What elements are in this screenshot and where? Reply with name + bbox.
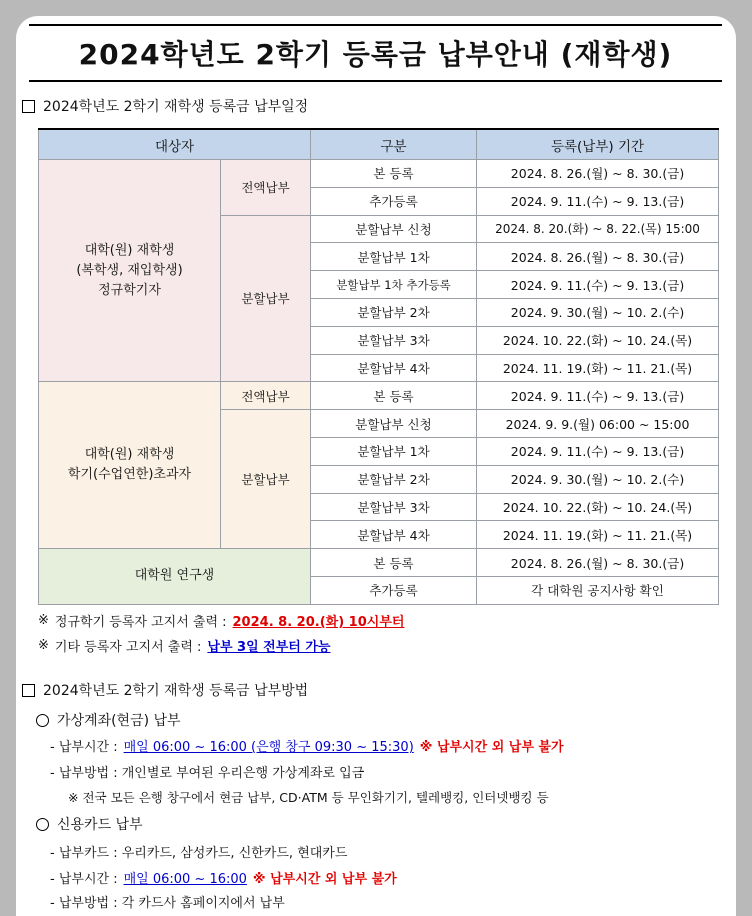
period-cell: 2024. 9. 30.(월) ~ 10. 2.(수) [477,298,719,326]
item-cell: 본 등록 [311,382,477,410]
notice-sheet [16,16,736,916]
column-header: 구분 [311,129,477,160]
type-cell: 전액납부 [221,382,311,410]
section-method-heading: 2024학년도 2학기 재학생 등록금 납부방법 [22,680,308,700]
method-virtual-account: 가상계좌(현금) 납부 [36,710,181,730]
page-title: 2024학년도 2학기 등록금 납부안내 (재학생) [78,38,673,71]
item-cell: 분할납부 2차 [311,298,477,326]
va-time-line: - 납부시간 : 매일 06:00 ~ 16:00 (은행 창구 09:30 ~ 15:30) ※ 납부시간 외 납부 불가 [50,740,564,755]
item-cell: 분할납부 신청 [311,410,477,438]
item-cell: 분할납부 3차 [311,493,477,521]
period-cell: 2024. 9. 11.(수) ~ 9. 13.(금) [477,271,719,299]
va-method-note: ※ 전국 모든 은행 창구에서 현금 납부, CD·ATM 등 무인화기기, 텔레뱅킹, 인터넷뱅킹 등 [68,790,549,805]
period-cell: 2024. 10. 22.(화) ~ 10. 24.(목) [477,493,719,521]
item-cell: 분할납부 3차 [311,326,477,354]
item-cell: 분할납부 1차 [311,437,477,465]
item-cell: 분할납부 신청 [311,215,477,243]
card-list-line: - 납부카드 : 우리카드, 삼성카드, 신한카드, 현대카드 [50,846,348,861]
section-schedule-heading: 2024학년도 2학기 재학생 등록금 납부일정 [22,96,308,116]
va-method-line: - 납부방법 : 개인별로 부여된 우리은행 가상계좌로 입금 [50,766,365,781]
table-row [39,549,719,577]
period-cell: 각 대학원 공지사항 확인 [477,576,719,604]
card-time-line: - 납부시간 : 매일 06:00 ~ 16:00 ※ 납부시간 외 납부 불가 [50,872,397,887]
period-cell: 2024. 11. 19.(화) ~ 11. 21.(목) [477,521,719,549]
type-cell: 분할납부 [221,410,311,549]
period-cell: 2024. 9. 9.(월) 06:00 ~ 15:00 [477,410,719,438]
target-cell: 대학(원) 재학생 학기(수업연한)초과자 [39,382,221,549]
item-cell: 본 등록 [311,549,477,577]
bill-period-highlight: 납부 3일 전부터 가능 [207,640,331,655]
period-cell: 2024. 8. 26.(월) ~ 8. 30.(금) [477,243,719,271]
column-header: 등록(납부) 기간 [477,129,719,160]
card-method-line: - 납부방법 : 각 카드사 홈페이지에서 납부 [50,896,285,911]
item-cell: 분할납부 1차 [311,243,477,271]
item-cell: 본 등록 [311,160,477,188]
period-cell: 2024. 11. 19.(화) ~ 11. 21.(목) [477,354,719,382]
checkbox-square-icon [22,684,35,697]
period-cell: 2024. 9. 11.(수) ~ 9. 13.(금) [477,437,719,465]
period-cell: 2024. 8. 26.(월) ~ 8. 30.(금) [477,160,719,188]
period-cell: 2024. 8. 20.(화) ~ 8. 22.(목) 15:00 [477,215,719,243]
item-cell: 추가등록 [311,576,477,604]
checkbox-square-icon [22,100,35,113]
schedule-table [38,128,719,605]
period-cell: 2024. 9. 11.(수) ~ 9. 13.(금) [477,382,719,410]
method-credit-card: 신용카드 납부 [36,814,143,834]
target-cell: 대학(원) 재학생 (복학생, 재입학생) 정규학기자 [39,160,221,382]
item-cell: 분할납부 1차 추가등록 [311,271,477,299]
note-other-bill: ※ 기타 등록자 고지서 출력 : 납부 3일 전부터 가능 [38,638,331,655]
circle-bullet-icon [36,818,49,831]
period-cell: 2024. 9. 30.(월) ~ 10. 2.(수) [477,465,719,493]
target-cell: 대학원 연구생 [39,549,311,605]
period-cell: 2024. 8. 26.(월) ~ 8. 30.(금) [477,549,719,577]
note-regular-bill: ※ 정규학기 등록자 고지서 출력 : 2024. 8. 20.(화) 10시부터 [38,613,405,630]
bill-date-highlight: 2024. 8. 20.(화) 10시부터 [232,615,405,630]
period-cell: 2024. 9. 11.(수) ~ 9. 13.(금) [477,187,719,215]
item-cell: 분할납부 4차 [311,521,477,549]
item-cell: 분할납부 2차 [311,465,477,493]
table-header-row [39,129,719,160]
item-cell: 추가등록 [311,187,477,215]
item-cell: 분할납부 4차 [311,354,477,382]
circle-bullet-icon [36,714,49,727]
column-header: 대상자 [39,129,311,160]
table-row [39,382,719,410]
period-cell: 2024. 10. 22.(화) ~ 10. 24.(목) [477,326,719,354]
table-row [39,160,719,188]
type-cell: 전액납부 [221,160,311,216]
type-cell: 분할납부 [221,215,311,382]
title-bar [29,24,722,82]
